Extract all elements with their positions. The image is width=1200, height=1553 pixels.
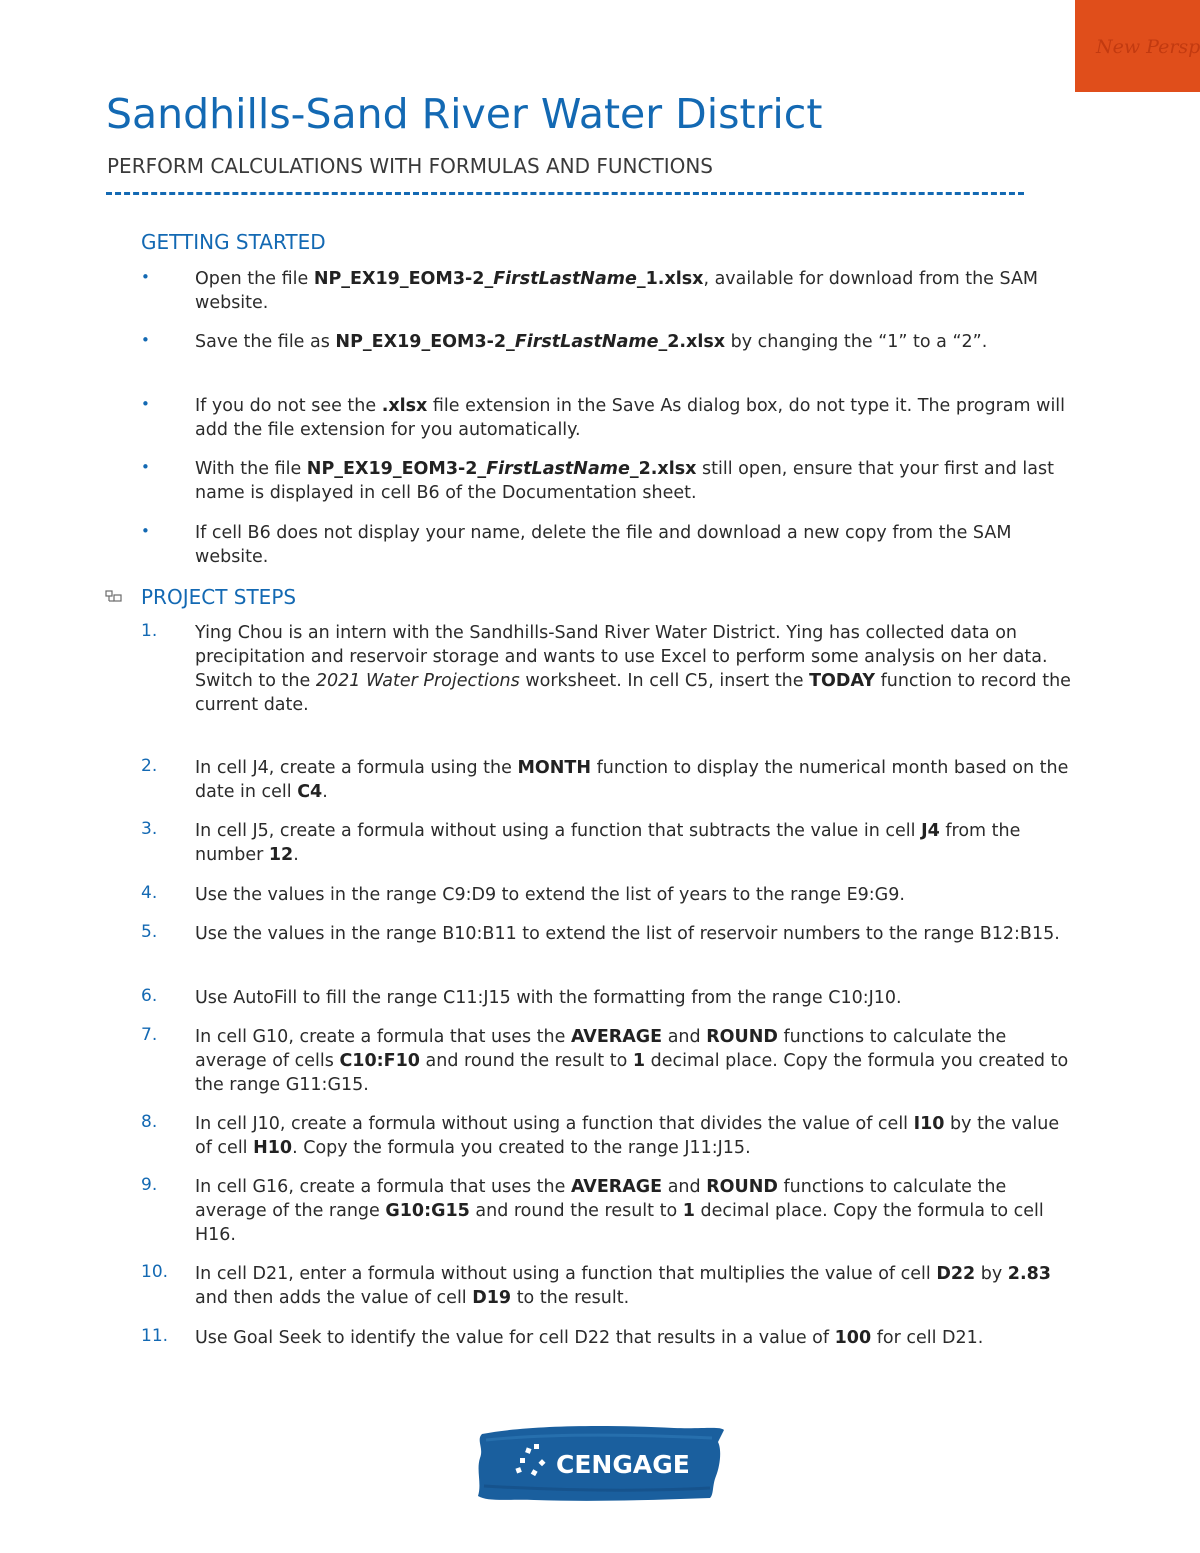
project-steps-heading: PROJECT STEPS (141, 585, 297, 609)
step-number: 3. (141, 819, 158, 839)
page-title: Sandhills-Sand River Water District (106, 90, 823, 138)
project-step-text: Use AutoFill to fill the range C11:J15 with the formatting from the range C10:J10. (195, 988, 902, 1008)
project-step-text: In cell G10, create a formula that uses the AVERAGE and ROUND functions to calculate the average of cells C10:F10 and round the result to 1 decimal place. Copy the formula you created to the range G11:G15. (195, 1027, 1069, 1095)
project-step-text: In cell J5, create a formula without using a function that subtracts the value in cell J4 from the number 12. (195, 821, 1021, 865)
getting-started-item-text: With the file NP_EX19_EOM3-2_FirstLastName_2.xlsx still open, ensure that your first and last name is displayed in cell B6 of the Documentation sheet. (195, 459, 1054, 503)
step-number: 5. (141, 922, 158, 942)
project-step-text: In cell G16, create a formula that uses the AVERAGE and ROUND functions to calculate the average of the range G10:G15 and round the result to 1 decimal place. Copy the formula to cell H16. (195, 1177, 1044, 1245)
getting-started-item-text: If you do not see the .xlsx file extension in the Save As dialog box, do not type it. The program will add the file extension for you automatically. (195, 396, 1066, 440)
step-number: 1. (141, 621, 158, 641)
step-number: 4. (141, 883, 158, 903)
page-subtitle: PERFORM CALCULATIONS WITH FORMULAS AND FUNCTIONS (107, 154, 713, 178)
step-number: 11. (141, 1326, 169, 1346)
project-step-text: Use the values in the range C9:D9 to extend the list of years to the range E9:G9. (195, 885, 905, 905)
step-number: 10. (141, 1262, 169, 1282)
bullet-icon: • (141, 522, 150, 540)
cengage-logo-text: CENGAGE (556, 1450, 690, 1479)
corner-tab-text: New Persp (1096, 36, 1200, 58)
project-step-text: Use the values in the range B10:B11 to extend the list of reservoir numbers to the range B12:B15. (195, 924, 1060, 944)
getting-started-item-text: Save the file as NP_EX19_EOM3-2_FirstLastName_2.xlsx by changing the “1” to a “2”. (195, 332, 988, 352)
bullet-icon: • (141, 458, 150, 476)
project-step-text: Ying Chou is an intern with the Sandhills-Sand River Water District. Ying has collected data on precipitation and reservoir storage and wants to use Excel to perform some analysis on her data. Switch to the 2021 Water Projections worksheet. In cell C5, insert the TODAY function to record the current date. (195, 623, 1071, 715)
project-step-text: Use Goal Seek to identify the value for cell D22 that results in a value of 100 for cell D21. (195, 1328, 984, 1348)
getting-started-item-text: Open the file NP_EX19_EOM3-2_FirstLastName_1.xlsx, available for download from the SAM website. (195, 269, 1039, 313)
steps-icon (105, 589, 123, 605)
project-step-text: In cell J4, create a formula using the MONTH function to display the numerical month based on the date in cell C4. (195, 758, 1069, 802)
bullet-icon: • (141, 395, 150, 413)
dashed-divider (106, 192, 1024, 195)
cengage-logo (474, 1420, 726, 1504)
step-number: 7. (141, 1025, 158, 1045)
project-step-text: In cell J10, create a formula without using a function that divides the value of cell I10 by the value of cell H10. Copy the formula you created to the range J11:J15. (195, 1114, 1060, 1158)
corner-tab (1075, 0, 1200, 92)
bullet-icon: • (141, 331, 150, 349)
step-number: 9. (141, 1175, 158, 1195)
step-number: 6. (141, 986, 158, 1006)
project-step-text: In cell D21, enter a formula without using a function that multiplies the value of cell D22 by 2.83 and then adds the value of cell D19 to the result. (195, 1264, 1051, 1308)
step-number: 8. (141, 1112, 158, 1132)
getting-started-item-text: If cell B6 does not display your name, delete the file and download a new copy from the SAM website. (195, 523, 1012, 567)
getting-started-heading: GETTING STARTED (141, 230, 326, 254)
bullet-icon: • (141, 268, 150, 286)
step-number: 2. (141, 756, 158, 776)
